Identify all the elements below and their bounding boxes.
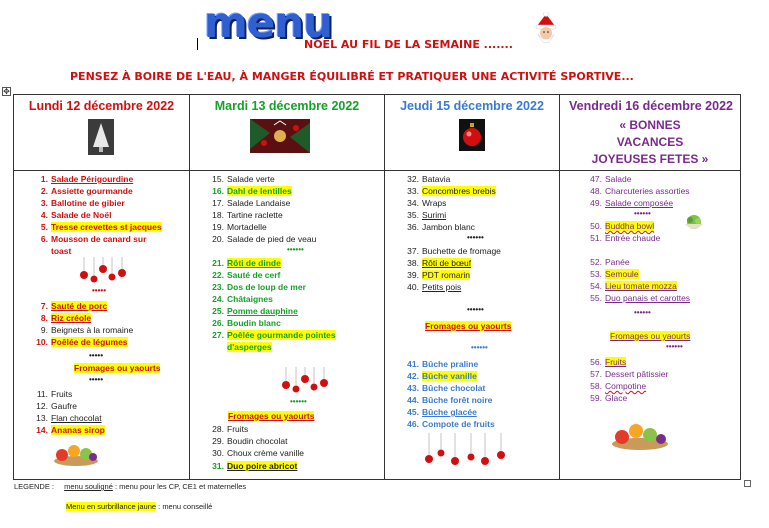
list-item: 45. Bûche glacée [407, 407, 477, 417]
list-item: 27. Poêlée gourmande pointes [212, 330, 336, 340]
list-item: 15. Salade verte [212, 174, 275, 184]
separator-stars: ••••• [92, 286, 107, 295]
list-item: 35. Surimi [407, 210, 447, 220]
separator-stars: •••••• [467, 233, 484, 242]
list-item: 29. Boudin chocolat [212, 436, 288, 446]
column-lundi [14, 95, 189, 479]
list-item: 37. Buchette de fromage [407, 246, 501, 256]
list-item: 53. Semoule [590, 269, 639, 279]
christmas-tree-icon [88, 119, 114, 155]
list-item: Fromages ou yaourts [74, 363, 161, 373]
christmas-baubles-icon [280, 367, 330, 395]
list-item: 22. Sauté de cerf [212, 270, 281, 280]
table-resize-handle[interactable] [744, 480, 751, 487]
salad-bowl-icon [683, 214, 705, 232]
list-item: 50. Buddha bowl [590, 221, 655, 231]
list-item: 46. Compote de fruits [407, 419, 495, 429]
column-mardi [189, 95, 384, 479]
santa-icon [533, 12, 559, 50]
list-item: 13. Flan chocolat [36, 413, 102, 423]
day-header-vendredi: Vendredi 16 décembre 2022 [569, 99, 733, 113]
list-item: 42. Bûche vanille [407, 371, 477, 381]
fruit-basket-icon [52, 441, 100, 467]
legend [14, 482, 246, 491]
list-item: 8. Riz créole [40, 313, 92, 323]
separator-stars: ••••• [89, 351, 104, 360]
list-item: 28. Fruits [212, 424, 249, 434]
day-header-jeudi: Jeudi 15 décembre 2022 [400, 99, 544, 113]
separator-stars: •••••• [287, 245, 304, 254]
list-item: 55. Duo panais et carottes [590, 293, 691, 303]
list-item: 39. PDT romarin [407, 270, 471, 280]
fruit-basket-icon [610, 419, 670, 451]
list-item: 7. Sauté de porc [40, 301, 108, 311]
day-header-lundi: Lundi 12 décembre 2022 [28, 99, 175, 113]
list-item: 20. Salade de pied de veau [212, 234, 317, 244]
list-item: 14. Ananas sirop [36, 425, 105, 435]
list-item: 56. Fruits [590, 357, 627, 367]
separator-stars: •••••• [290, 397, 307, 406]
legend-highlight-sample: Menu en surbrillance jaune [66, 502, 157, 511]
list-item: 38. Rôti de bœuf [407, 258, 472, 268]
list-item: 5. Tresse crevettes st jacques [40, 222, 162, 232]
christmas-baubles-icon [78, 257, 128, 285]
legend-label: LEGENDE : [14, 482, 55, 491]
list-item: 31. Duo poire abricot [212, 461, 298, 471]
legend-highlight-text: : menu conseillé [156, 502, 213, 511]
separator-stars: •••••• [471, 343, 488, 352]
list-item: 30. Choux crème vanille [212, 448, 305, 458]
list-item: 40. Petits pois [407, 282, 462, 292]
christmas-bauble-icon [459, 119, 485, 151]
list-item: 36. Jambon blanc [407, 222, 475, 232]
list-item: d'asperges [227, 342, 272, 352]
list-item: 6. Mousson de canard sur [40, 234, 147, 244]
christmas-baubles-icon [421, 433, 511, 469]
day-header-mardi: Mardi 13 décembre 2022 [214, 99, 360, 113]
list-item: Fromages ou yaourts [425, 321, 512, 331]
list-item: 59. Glace [590, 393, 628, 403]
list-item: 3. Ballotine de gibier [40, 198, 125, 208]
list-item: 25. Pomme dauphine [212, 306, 298, 316]
separator-stars: •••••• [666, 342, 683, 351]
list-item: 16. Dahl de lentilles [212, 186, 292, 196]
list-item: 21. Rôti de dinde [212, 258, 281, 268]
page-title: NOEL AU FIL DE LA SEMAINE ....... [304, 38, 513, 51]
text-cursor [197, 38, 198, 50]
menu-logo: menu [204, 0, 333, 47]
list-item: Fromages ou yaourts [228, 411, 315, 421]
list-item: 32. Batavia [407, 174, 451, 184]
list-item: 23. Dos de loup de mer [212, 282, 306, 292]
list-item: 47. Salade [590, 174, 632, 184]
list-item: 43. Bûche chocolat [407, 383, 486, 393]
separator-stars: ••••• [89, 375, 104, 384]
column-vendredi [559, 95, 742, 479]
list-item: 34. Wraps [407, 198, 447, 208]
list-item: 33. Concombres brebis [407, 186, 496, 196]
list-item: toast [51, 246, 72, 256]
list-item: 26. Boudin blanc [212, 318, 281, 328]
list-item: 12. Gaufre [36, 401, 77, 411]
legend-underline-text: : menu pour les CP, CE1 et maternelles [112, 482, 247, 491]
list-item: 57. Dessert pâtissier [590, 369, 669, 379]
list-item: 2. Assiette gourmande [40, 186, 133, 196]
list-item: 17. Salade Landaise [212, 198, 291, 208]
list-item: 51. Entrée chaude [590, 233, 661, 243]
christmas-decor-icon [250, 119, 310, 153]
separator-stars: •••••• [634, 308, 651, 317]
list-item: 44. Bûche forêt noire [407, 395, 493, 405]
separator-stars: •••••• [467, 305, 484, 314]
list-item: 54. Lieu tomate mozza [590, 281, 677, 291]
list-item: 58. Compotine [590, 381, 647, 391]
list-item: Fromages ou yaourts [610, 331, 691, 341]
list-item: 11. Fruits [36, 389, 73, 399]
list-item: 10. Poêlée de légumes [36, 337, 128, 347]
holiday-greeting: « BONNES VACANCES JOYEUSES FETES » [591, 118, 709, 166]
list-item: 52. Panée [590, 257, 630, 267]
legend-underline-sample: menu souligné [64, 482, 113, 491]
list-item: 4. Salade de Noël [40, 210, 112, 220]
list-item: 24. Châtaignes [212, 294, 273, 304]
column-jeudi [384, 95, 559, 479]
health-advice: PENSEZ À BOIRE DE L'EAU, À MANGER ÉQUILIBRÉ ET PRATIQUER UNE ACTIVITÉ SPORTIVE... [70, 70, 634, 83]
list-item: 1. Salade Périgourdine [40, 174, 134, 184]
table-move-handle-icon[interactable]: ✥ [3, 87, 10, 96]
menu-table [13, 94, 741, 480]
list-item: 9. Beignets à la romaine [40, 325, 134, 335]
legend-highlight [66, 502, 212, 511]
list-item: 49. Salade composée [590, 198, 674, 208]
separator-stars: •••••• [634, 209, 651, 218]
list-item: 18. Tartine raclette [212, 210, 283, 220]
list-item: 19. Mortadelle [212, 222, 267, 232]
list-item: 48. Charcuteries assorties [590, 186, 690, 196]
list-item: 41. Bûche praline [407, 359, 479, 369]
